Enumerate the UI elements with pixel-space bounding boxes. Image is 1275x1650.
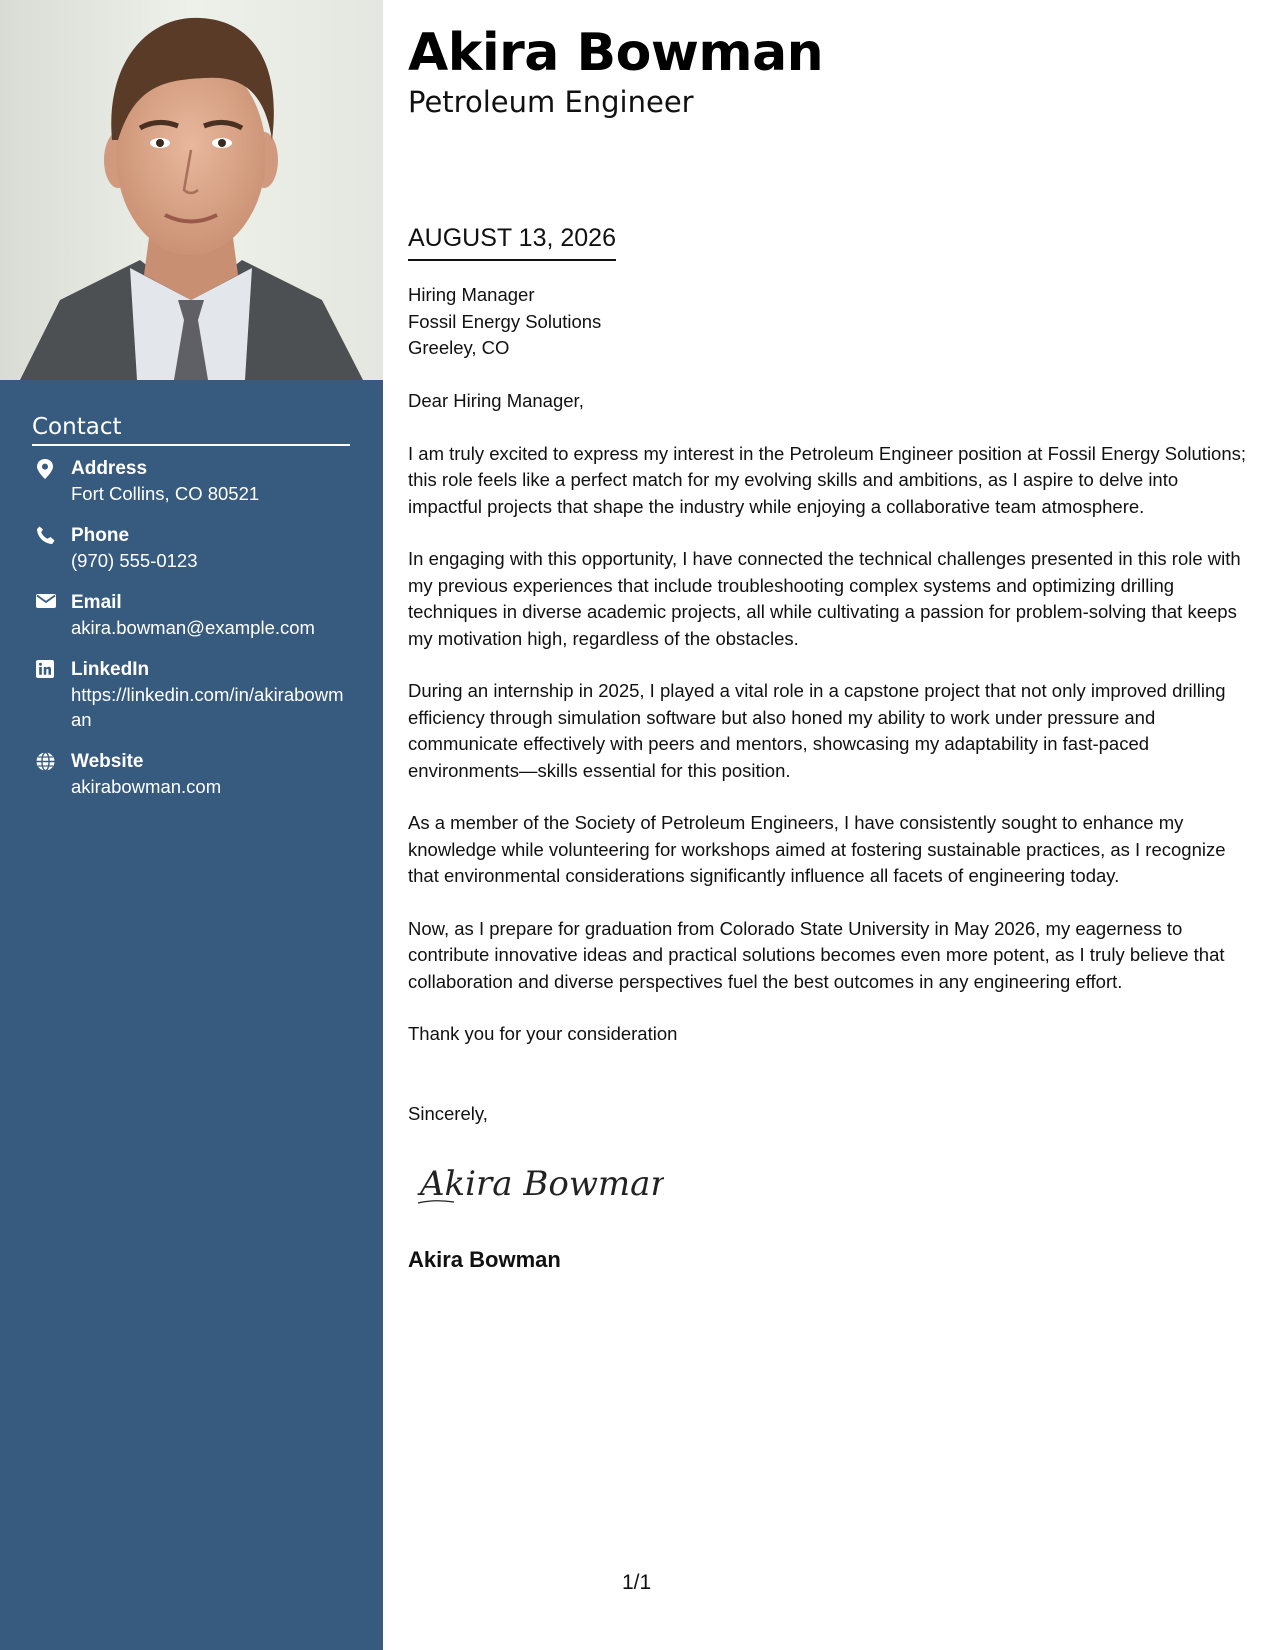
recipient-line: Hiring Manager (408, 284, 535, 305)
svg-text:Akira Bowman: Akira Bowman (420, 1164, 664, 1204)
recipient-block (408, 282, 601, 362)
contact-label: Email (71, 592, 122, 613)
contact-label: Address (71, 458, 148, 479)
paragraph: In engaging with this opportunity, I have connected the technical challenges presented in this role with my previous experiences that include troubleshooting complex systems and optimizing drilling techniques in diverse academic projects, all while cultivating a passion for problem-solving that keeps my motivation high, regardless of the obstacles. (408, 548, 1241, 649)
recipient-line: Fossil Energy Solutions (408, 310, 602, 332)
thank-you-line: Thank you for your consideration (408, 1023, 678, 1044)
sidebar (0, 0, 383, 1650)
contact-list (32, 456, 352, 816)
signer-name: Akira Bowman (408, 1247, 561, 1272)
paragraph: I am truly excited to express my interest in the Petroleum Engineer position at Fossil Energy Solutions; this role feels like a perfect match for my evolving skills and ambitions, as I aspire to delve into impactful projects that shape the industry while enjoying a collaborative team atmosphere. (408, 442, 1247, 517)
contact-label: Website (71, 751, 144, 772)
page-number: 1/1 (622, 1571, 652, 1594)
job-title: Petroleum Engineer (408, 85, 694, 119)
globe-icon (36, 752, 54, 770)
letter-date: AUGUST 13, 2026 (408, 222, 616, 261)
contact-value: Fort Collins, CO 80521 (71, 483, 260, 504)
contact-value[interactable]: akira.bowman@example.com (71, 617, 315, 638)
paragraph: Now, as I prepare for graduation from Colorado State University in May 2026, my eagerness to contribute innovative ideas and practical solutions becomes even more potent, as I truly believe that collaboration and diverse perspectives fuel the best outcomes in any engineering effort. (408, 917, 1225, 992)
signature (414, 1153, 664, 1218)
salutation: Dear Hiring Manager, (408, 390, 584, 411)
contact-heading: Contact (32, 413, 350, 446)
map-pin-icon (36, 459, 54, 477)
phone-icon (36, 526, 54, 544)
paragraph: During an internship in 2025, I played a vital role in a capstone project that not only improved drilling efficiency through simulation software but also honed my ability to work under pressure and communicate effectively with peers and mentors, showcasing my adaptability in fast-paced environments—skills essential for this position. (408, 680, 1226, 781)
contact-value[interactable]: https://linkedin.com/in/akirabowman (71, 684, 344, 730)
closing: Sincerely, (408, 1103, 488, 1124)
contact-email (32, 590, 352, 640)
profile-photo (0, 0, 383, 380)
applicant-name: Akira Bowman (408, 23, 824, 83)
contact-label: LinkedIn (71, 659, 150, 680)
linkedin-icon (36, 660, 54, 678)
contact-value: (970) 555-0123 (71, 550, 198, 571)
contact-website (32, 749, 352, 799)
letter-body (408, 388, 1248, 1074)
contact-label: Phone (71, 525, 130, 546)
contact-linkedin (32, 657, 352, 732)
contact-value[interactable]: akirabowman.com (71, 776, 222, 797)
envelope-icon (36, 593, 54, 611)
paragraph: As a member of the Society of Petroleum Engineers, I have consistently sought to enhance my knowledge while volunteering for workshops aimed at fostering sustainable practices, as I recognize that environmental considerations significantly influence all facets of engineering today. (408, 812, 1226, 886)
contact-phone (32, 523, 352, 573)
contact-address (32, 456, 352, 506)
recipient-line: Greeley, CO (408, 337, 510, 358)
